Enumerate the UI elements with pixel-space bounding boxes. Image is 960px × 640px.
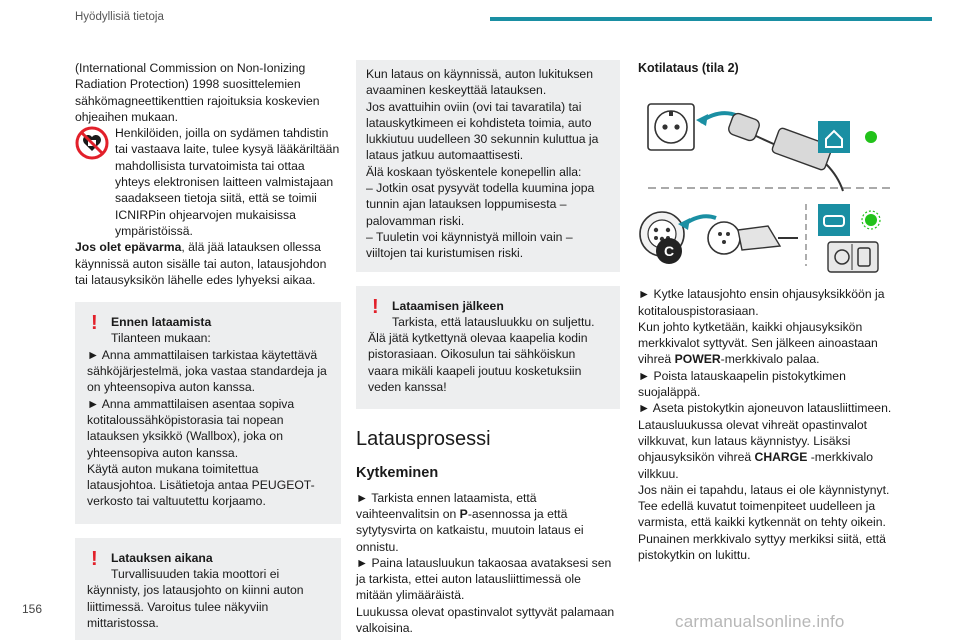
header-accent-bar [490, 17, 932, 21]
text-part: Kun johto kytketään, kaikki ohjausyksikön merkkivalot syttyvät. Sen jälkeen ainoastaan vihreä [638, 319, 878, 367]
running-header: Hyödyllisiä tietoja [75, 11, 164, 23]
no-pacemaker-icon [75, 126, 109, 160]
middle-column [356, 60, 620, 636]
warning-body: ► Anna ammattilaisen tarkistaa käytettävä sähköjärjestelmä, joka vastaa standardeja ja on yhteensopiva auton kanssa. ► Anna ammattilaisen asentaa sopiva kotitaloussähköpistorasia tai nopean latauksen yksikkö (Wallbox), joka on yhteensopiva auton kanssa. Käytä auton mukana toimitettua latausjohtoa. Lisätietoja antaa PEUGEOT-verkosto tai valtuutettu korjaamo. [87, 347, 327, 509]
paragraph-troubleshoot: Jos näin ei tapahdu, lataus ei ole käynnistynyt. Tee edellä kuvatut toimenpiteet uudelleen ja varmista, että kaikki kytkennät on tehty oikein. Punainen merkkivalo syttyy merkiksi siitä, että pistokytkin on lukittu. [638, 482, 890, 563]
paragraph-insert-plug [638, 368, 900, 482]
warning-title: Lataamisen jälkeen [392, 298, 504, 313]
warning-line: Tilanteen mukaan: [111, 331, 211, 346]
text-part: ► Poista latauskaapelin pistokytkimen suojaläppä. ► Aseta pistokytkin ajoneuvon latausliittimeen. Latausluukussa olevat vihreät opastinvalot vilkkuvat, kun lataus käynnistyy. Lisäksi ohjausyksikön vihreä [638, 368, 892, 465]
warning-line: Tarkista, että latausluukku on suljettu. [392, 314, 595, 329]
uncertain-strong: Jos olet epävarma [75, 240, 182, 255]
paragraph-icnirp: (International Commission on Non-Ionizing Radiation Protection) 1998 suosittelemien sähkömagneettikenttien rajoituksia koskevien ohjeaihen mukaan. [75, 61, 320, 124]
uncertain-rest: , älä jää latauksen ollessa käynnissä auton sisälle tai auton, latausjohdon tai latausyksikön lähelle edes lyhyeksi aikaa. [75, 240, 327, 287]
warning-body: käynnisty, jos latausjohto on kiinni auton liittimessä. Varoitus tulee näkyviin mittaristossa. [87, 583, 304, 630]
warning-during-charging [75, 538, 341, 640]
warning-title: Latauksen aikana [111, 550, 213, 565]
watermark: carmanualsonline.info [675, 612, 845, 631]
home-charging-title: Kotilataus (tila 2) [638, 61, 739, 75]
text-bold: CHARGE [754, 450, 808, 465]
text-part: -merkkivalo vilkkuu. [638, 450, 874, 481]
pacemaker-note [75, 125, 341, 239]
page-number: 156 [22, 602, 43, 616]
paragraph-power-light [638, 319, 900, 368]
warning-before-charging [75, 302, 341, 524]
paragraph-pacemaker: Henkilöiden, joilla on sydämen tahdistin tai vastaava laite, tulee kysyä lääkäriltään mahdollisista turvatoimista tai ottaa yhteys elektronisen laitteen valmistajaan saadakseen tietoja siitä, että se toimii ICNIRPin ohjearvojen mukaisissa ympäristöissä. [115, 126, 340, 238]
text-part: -merkkivalo palaa. [720, 352, 820, 367]
paragraph-uncertain [75, 239, 341, 288]
warning-icon: ! [372, 295, 379, 318]
right-column [638, 60, 900, 563]
warning-line: Turvallisuuden takia moottori ei [111, 567, 280, 582]
paragraph-open-flap: ► Paina latausluukun takaosaa avataksesi sen ja tarkista, ettei auton latausliittimessä ole mitään ylimääräistä. Luukussa olevat opastinvalot syttyvät palamaan valkoisina. [356, 555, 615, 636]
text-part: ► Tarkista ennen lataamista, että vaihteenvalitsin on [356, 490, 537, 521]
warning-icon: ! [91, 312, 98, 335]
warning-body: Älä jätä kytkettynä olevaa kaapelia kodin pistorasiaan. Oikosulun tai sähköiskun vaara mikäli kaapeli joutuu kosketuksiin veden kanssa! [368, 331, 588, 395]
warning-title: Ennen lataamista [111, 315, 212, 330]
section-title: Latausprosessi [356, 428, 491, 451]
warning-after-charging [356, 286, 620, 410]
paragraph-connect-cable: ► Kytke latausjohto ensin ohjausyksikköön ja kotitalouspistorasiaan. [638, 287, 885, 318]
left-column [75, 60, 341, 640]
info-box-locking: Kun lataus on käynnissä, auton lukituksen avaaminen keskeyttää latauksen. Jos avattuihin oviin (ovi tai tavaratila) tai latauskytkimeen ei kohdisteta toimia, auto lukkiutuu uudelleen 30 sekunnin kuluttua ja lataus jatkuu automaattisesti. Älä koskaan työskentele konepellin alla: – Jotkin osat pysyvät todella kuumina jopa tunnin ajan latauksen loppumisesta – palovamman riski. – Tuuletin voi käynnistyä milloin vain – viiltojen tai kuristumisen riski. [356, 60, 620, 272]
subsection-title: Kytkeminen [356, 465, 439, 482]
paragraph-check-gear [356, 490, 620, 555]
text-bold: POWER [674, 352, 721, 367]
charging-illustration [638, 76, 900, 276]
label-c-badge: C [656, 238, 682, 264]
warning-icon: ! [91, 547, 98, 570]
text-part: -asennossa ja että sytytysvirta on katkaistu, muutoin lataus ei onnistu. [356, 506, 584, 554]
text-bold: P [459, 506, 468, 521]
